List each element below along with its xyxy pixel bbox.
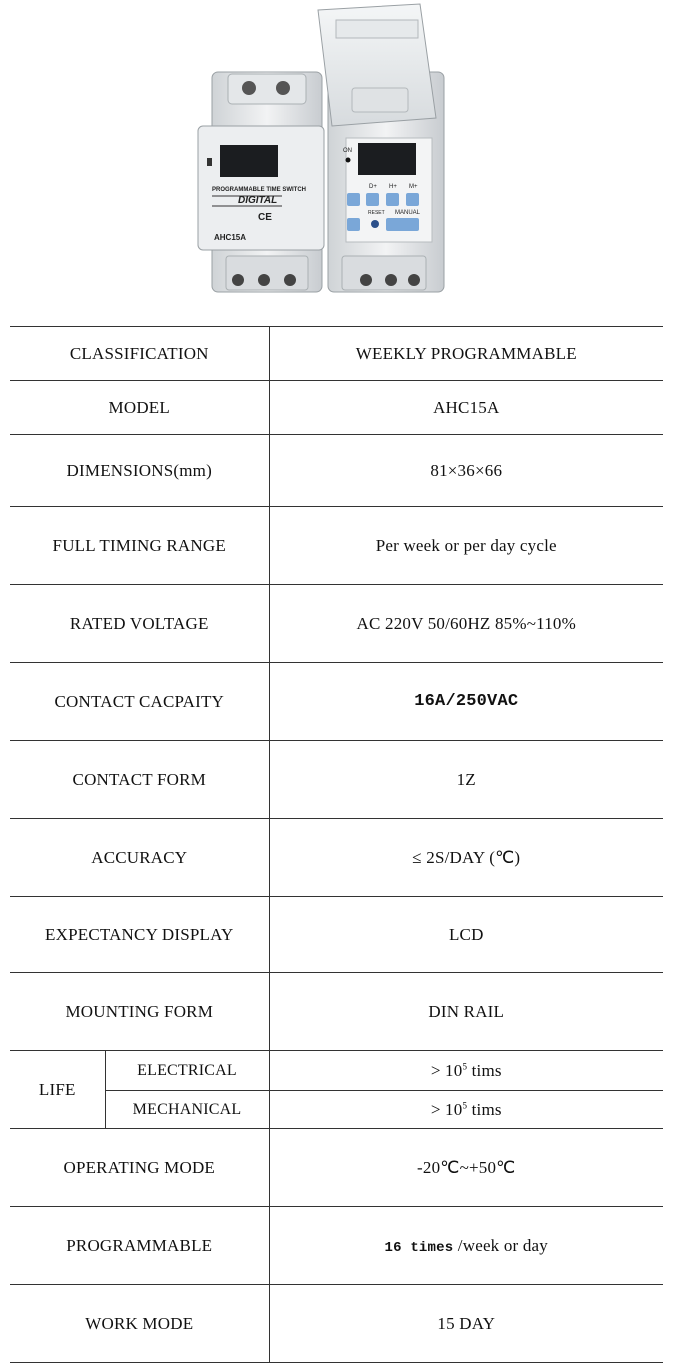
ce-mark: CE	[258, 212, 272, 223]
spec-value	[269, 1207, 663, 1285]
spec-label: OPERATING MODE	[10, 1129, 269, 1207]
left-timer-unit	[198, 72, 324, 292]
spec-value: AHC15A	[269, 381, 663, 435]
table-row	[10, 1091, 663, 1129]
table-row	[10, 663, 663, 741]
table-row	[10, 973, 663, 1051]
table-row	[10, 585, 663, 663]
table-row	[10, 1285, 663, 1363]
spec-value: Per week or per day cycle	[269, 507, 663, 585]
spec-label: DIMENSIONS(mm)	[10, 435, 269, 507]
spec-label: WORK MODE	[10, 1285, 269, 1363]
right-timer-unit	[318, 4, 444, 292]
spec-value: DIN RAIL	[269, 973, 663, 1051]
panel-label: PROGRAMMABLE TIME SWITCH	[212, 187, 306, 193]
life-mechanical-exp: 5	[462, 1099, 468, 1110]
spec-value: ≤ 2S/DAY (℃)	[269, 819, 663, 897]
spec-label: ACCURACY	[10, 819, 269, 897]
hour-button-label: H+	[389, 184, 397, 190]
spec-label: PROGRAMMABLE	[10, 1207, 269, 1285]
reset-label: RESET	[368, 210, 385, 216]
life-electrical-suffix: tims	[467, 1060, 502, 1080]
table-row	[10, 1051, 663, 1091]
life-mechanical-label: MECHANICAL	[105, 1091, 269, 1129]
spec-value: 1Z	[269, 741, 663, 819]
spec-table	[10, 326, 663, 1363]
life-electrical-value	[269, 1051, 663, 1091]
spec-label: MODEL	[10, 381, 269, 435]
spec-label: MOUNTING FORM	[10, 973, 269, 1051]
programmable-count: 16 times	[384, 1239, 454, 1256]
table-row	[10, 327, 663, 381]
spec-label: CONTACT FORM	[10, 741, 269, 819]
table-row	[10, 507, 663, 585]
life-electrical-prefix: > 10	[430, 1060, 463, 1080]
life-electrical-exp: 5	[462, 1060, 468, 1071]
model-label: AHC15A	[214, 233, 247, 242]
spec-label: RATED VOLTAGE	[10, 585, 269, 663]
spec-value: 15 DAY	[269, 1285, 663, 1363]
product-photo	[0, 0, 688, 300]
life-electrical-label: ELECTRICAL	[105, 1051, 269, 1091]
table-row	[10, 381, 663, 435]
life-mechanical-prefix: > 10	[430, 1099, 463, 1119]
spec-label: EXPECTANCY DISPLAY	[10, 897, 269, 973]
manual-label: MANUAL	[395, 210, 421, 216]
table-row	[10, 741, 663, 819]
spec-label: FULL TIMING RANGE	[10, 507, 269, 585]
spec-label: CONTACT CACPAITY	[10, 663, 269, 741]
spec-value: 81×36×66	[269, 435, 663, 507]
life-mechanical-value	[269, 1091, 663, 1129]
spec-value: AC 220V 50/60HZ 85%~110%	[269, 585, 663, 663]
life-mechanical-suffix: tims	[467, 1099, 502, 1119]
on-label: ON	[343, 148, 352, 154]
brand-logo: DIGITAL	[238, 195, 278, 206]
day-button-label: D+	[369, 184, 377, 190]
table-row	[10, 819, 663, 897]
spec-value: 16A/250VAC	[269, 663, 663, 741]
table-row	[10, 1207, 663, 1285]
spec-value: WEEKLY PROGRAMMABLE	[269, 327, 663, 381]
table-row	[10, 435, 663, 507]
spec-value: LCD	[269, 897, 663, 973]
table-row	[10, 1129, 663, 1207]
table-row	[10, 897, 663, 973]
minute-button-label: M+	[409, 184, 418, 190]
spec-label: CLASSIFICATION	[10, 327, 269, 381]
programmable-suffix: /week or day	[453, 1235, 548, 1255]
spec-value: -20℃~+50℃	[269, 1129, 663, 1207]
life-label: LIFE	[10, 1051, 105, 1129]
